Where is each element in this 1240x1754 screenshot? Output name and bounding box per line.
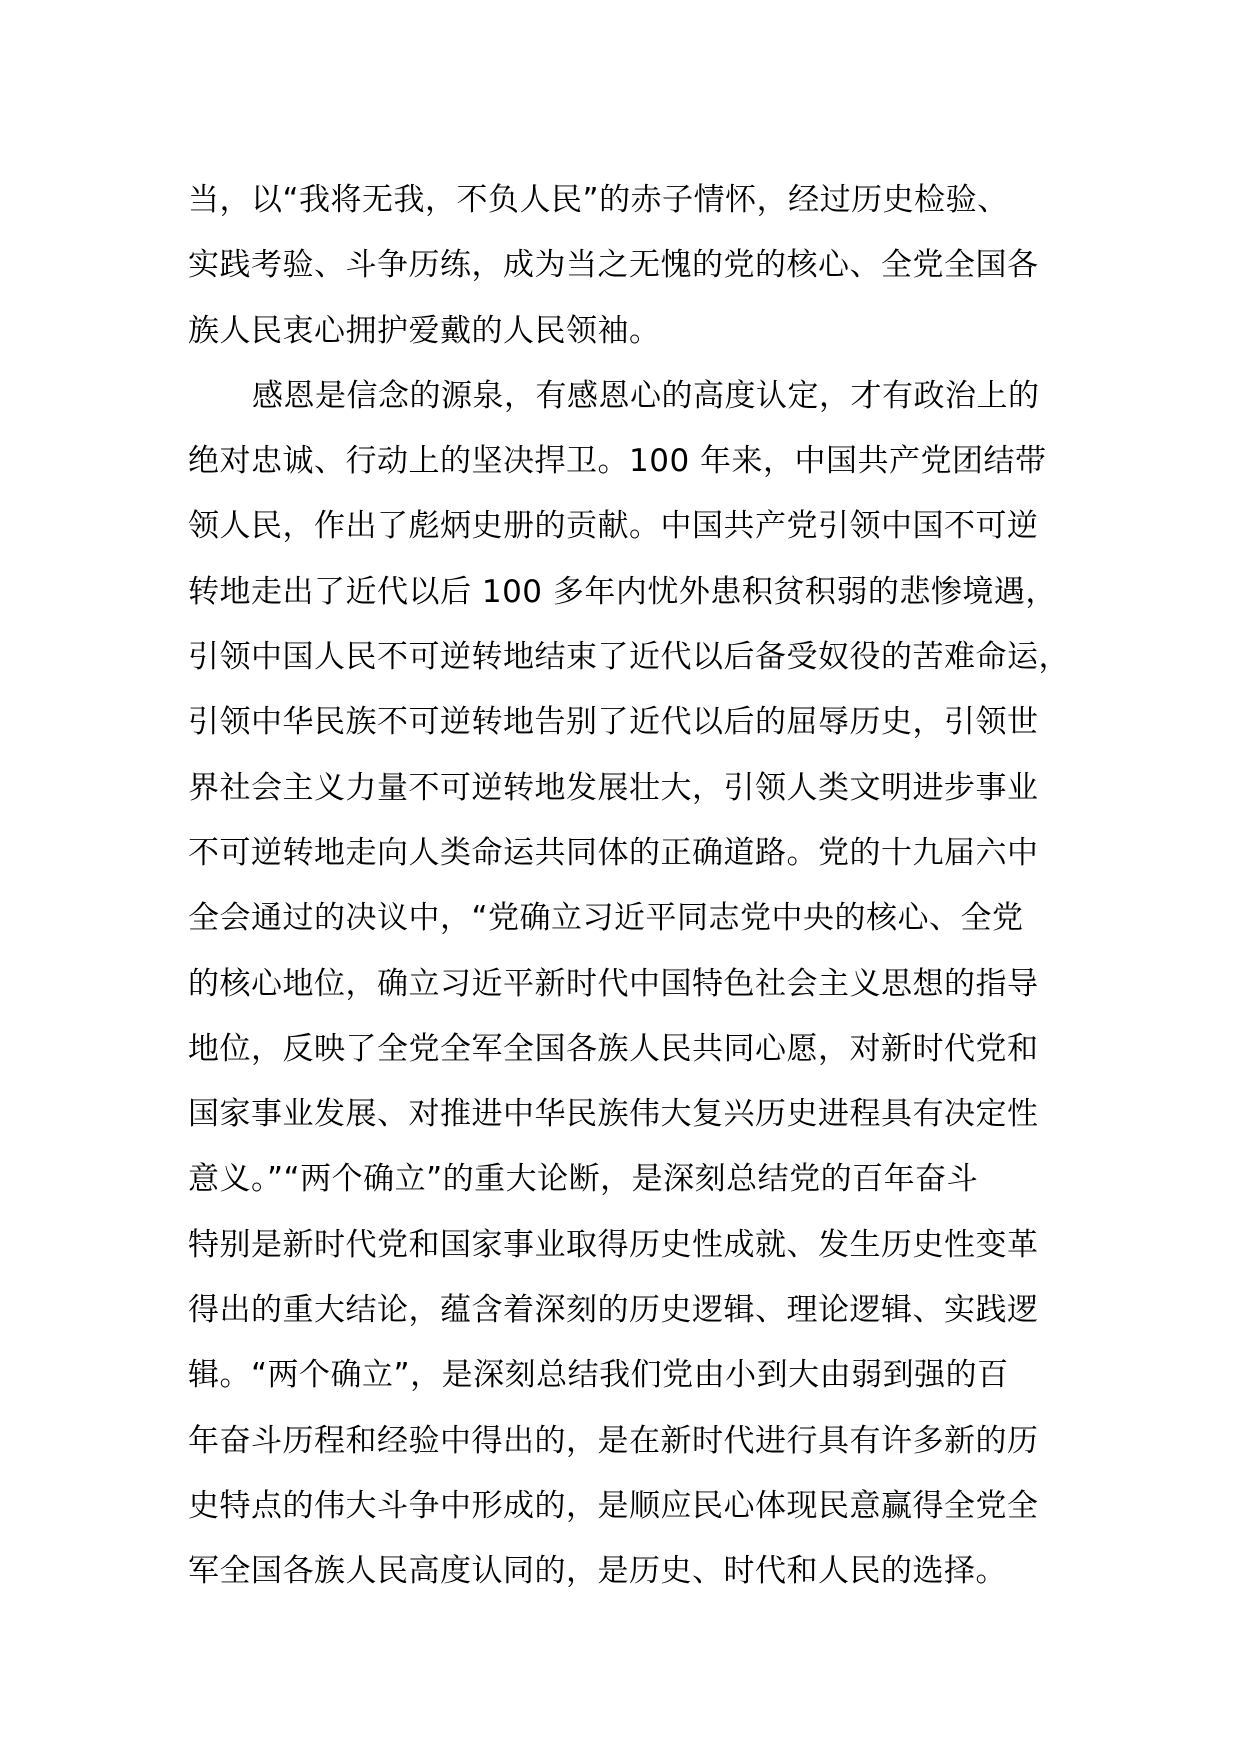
text-line: 史特点的伟大斗争中形成的，是顺应民心体现民意赢得全党全 [188,1487,1039,1524]
text-line: 意义。”“两个确立”的重大论断，是深刻总结党的百年奋斗 [188,1161,979,1198]
text-line: 军全国各族人民高度认同的，是历史、时代和人民的选择。 [188,1553,1007,1590]
text-line: 全会通过的决议中，“党确立习近平同志党中央的核心、全党 [188,900,1024,937]
text-line: 引领中华民族不可逆转地告别了近代以后的屈辱历史，引领世 [188,704,1039,741]
text-line: 的核心地位，确立习近平新时代中国特色社会主义思想的指导 [188,965,1039,1002]
text-line: 转地走出了近代以后 100 多年内忧外患积贫积弱的悲惨境遇， [188,573,1057,610]
text-line: 辑。“两个确立”，是深刻总结我们党由小到大由弱到强的百 [188,1357,1009,1394]
text-line: 得出的重大结论，蕴含着深刻的历史逻辑、理论逻辑、实践逻 [188,1292,1039,1329]
body-text [188,168,1088,1605]
text-line: 族人民衷心拥护爱戴的人民领袖。 [188,312,661,349]
text-line: 界社会主义力量不可逆转地发展壮大，引领人类文明进步事业 [188,769,1039,806]
text-line: 领人民，作出了彪炳史册的贡献。中国共产党引领中国不可逆 [188,508,1039,545]
text-line: 绝对忠诚、行动上的坚决捍卫。100 年来，中国共产党团结带 [188,443,1047,480]
paragraph-first-line: 感恩是信念的源泉，有感恩心的高度认定，才有政治上的 [252,377,1040,414]
text-line: 地位，反映了全党全军全国各族人民共同心愿，对新时代党和 [188,1030,1039,1067]
text-line: 不可逆转地走向人类命运共同体的正确道路。党的十九届六中 [188,834,1039,871]
text-line: 引领中国人民不可逆转地结束了近代以后备受奴役的苦难命运， [188,639,1070,676]
text-line: 实践考验、斗争历练，成为当之无愧的党的核心、全党全国各 [188,247,1039,284]
text-line: 特别是新时代党和国家事业取得历史性成就、发生历史性变革 [188,1226,1039,1263]
text-line: 国家事业发展、对推进中华民族伟大复兴历史进程具有决定性 [188,1096,1039,1133]
text-line: 当，以“我将无我，不负人民”的赤子情怀，经过历史检验、 [188,182,1009,218]
text-line: 年奋斗历程和经验中得出的，是在新时代进行具有许多新的历 [188,1422,1039,1459]
